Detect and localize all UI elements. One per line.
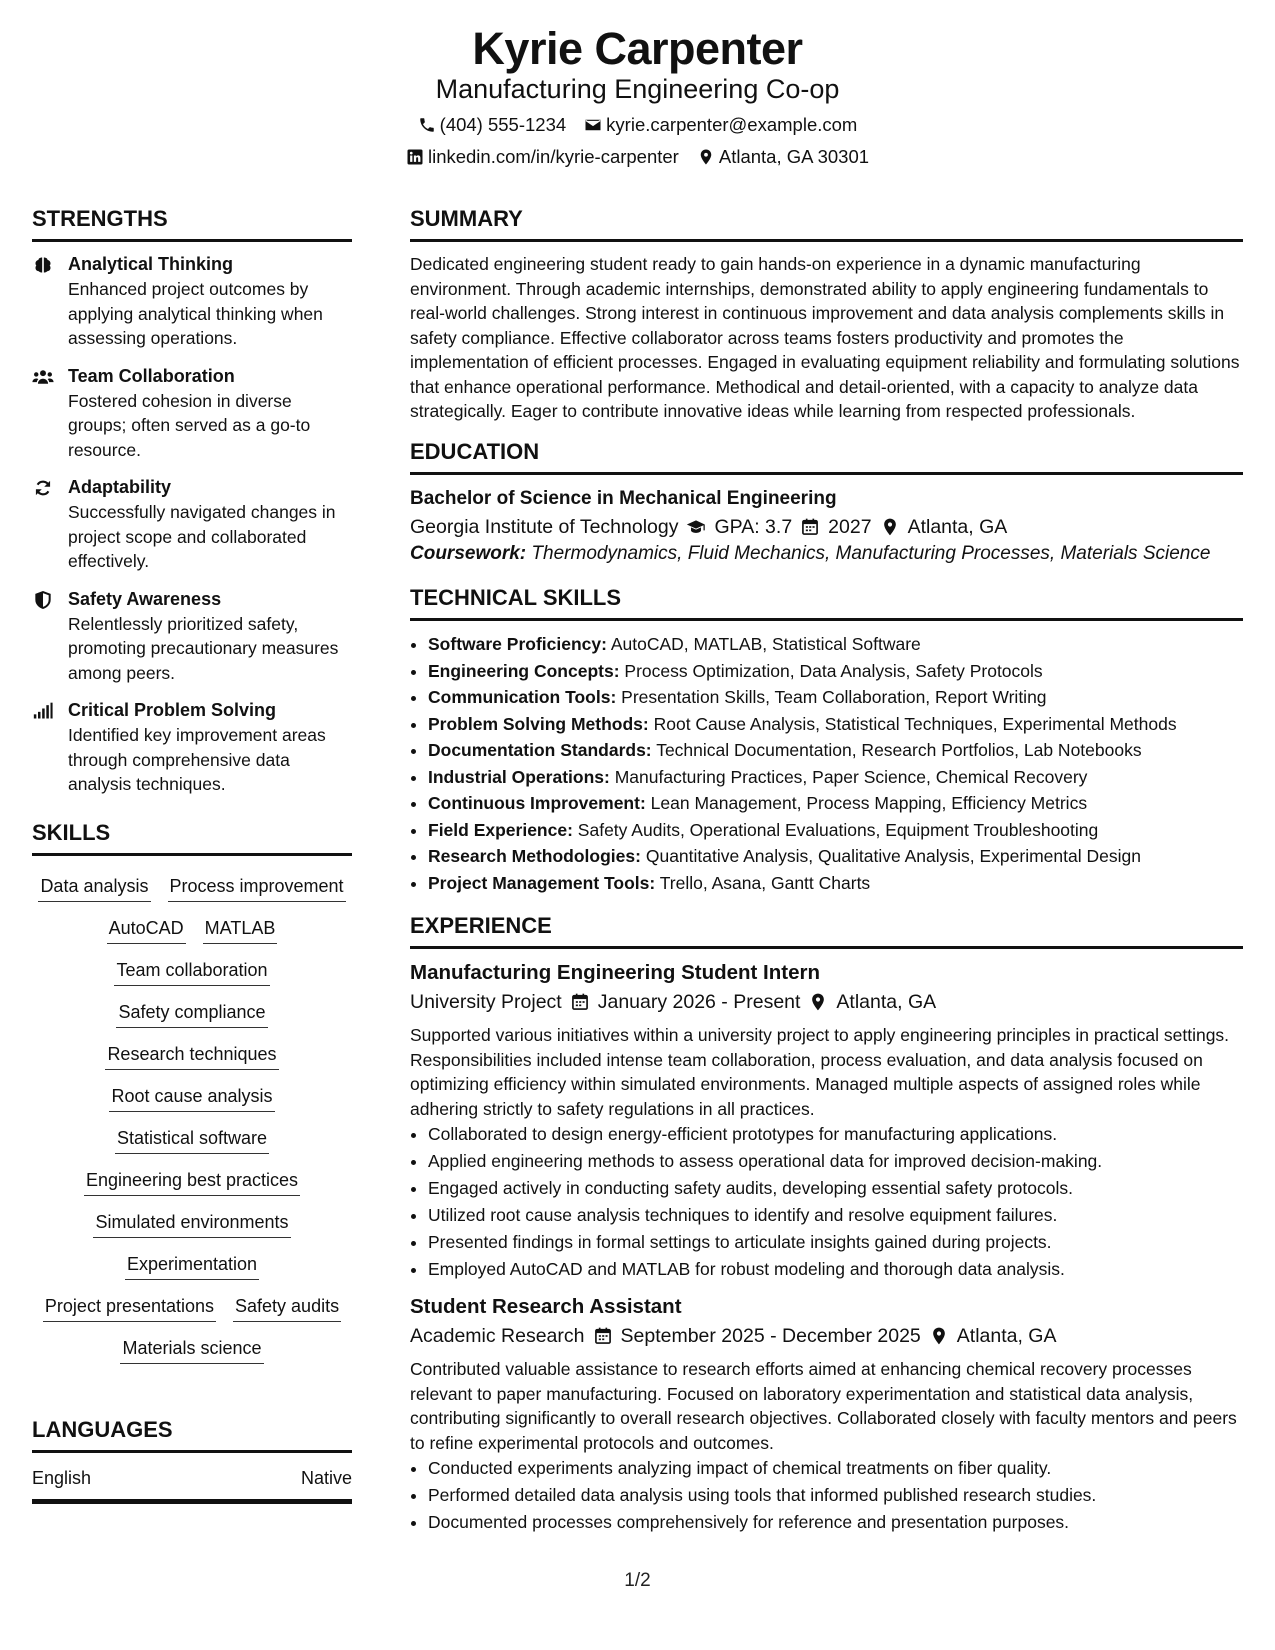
skill-tag: Simulated environments [93, 1210, 290, 1238]
strength-desc: Identified key improvement areas through comprehensive data analysis techniques. [68, 725, 326, 794]
strength-desc: Enhanced project outcomes by applying analytical thinking when assessing operations. [68, 279, 323, 348]
skill-tag: Materials science [120, 1336, 263, 1364]
strength-name: Analytical Thinking [68, 254, 234, 274]
job-bullet: • Engaged actively in conducting safety audits, developing essential safety protocols. [428, 1175, 1243, 1202]
strength-item [32, 252, 352, 351]
skill-tag: MATLAB [203, 916, 278, 944]
job-meta [410, 987, 1243, 1017]
envelope-icon [584, 116, 602, 134]
tech-skill-item: • Field Experience: Safety Audits, Operational Evaluations, Equipment Troubleshooting [428, 817, 1243, 844]
experience-heading: EXPERIENCE [410, 912, 1243, 949]
graduation-cap-icon [686, 517, 706, 537]
coursework [410, 542, 1243, 567]
strength-name: Critical Problem Solving [68, 700, 277, 720]
map-pin-icon [697, 148, 715, 166]
job-bullets [410, 1121, 1243, 1283]
phone-contact [418, 112, 567, 138]
job-entry [410, 959, 1243, 1283]
job-dates: September 2025 - December 2025 [620, 1325, 921, 1347]
job-bullet: • Performed detailed data analysis using tools that informed published research studies. [428, 1482, 1243, 1509]
strength-item [32, 587, 352, 686]
education-meta [410, 512, 1243, 542]
graduation-year: 2027 [828, 515, 872, 538]
job-bullet: • Presented findings in formal settings to articulate insights gained during projects. [428, 1229, 1243, 1256]
skill-tag: Root cause analysis [109, 1084, 274, 1112]
skill-tag: Engineering best practices [84, 1168, 300, 1196]
contact-row-1 [0, 112, 1275, 138]
map-pin-icon [880, 517, 900, 537]
phone-text: (404) 555-1234 [439, 114, 567, 135]
email-text[interactable]: kyrie.carpenter@example.com [606, 114, 858, 135]
strength-desc: Successfully navigated changes in project scope and collaborated effectively. [68, 502, 336, 571]
tech-skill-item: • Engineering Concepts: Process Optimization, Data Analysis, Safety Protocols [428, 658, 1243, 685]
gpa-text: GPA: 3.7 [714, 515, 793, 538]
languages-heading: LANGUAGES [32, 1416, 352, 1453]
contact-row-2 [0, 144, 1275, 170]
job-bullets [410, 1455, 1243, 1536]
job-title: Manufacturing Engineering Student Intern [410, 961, 820, 984]
technical-skills-heading: TECHNICAL SKILLS [410, 584, 1243, 621]
sync-icon [32, 478, 54, 498]
users-icon [32, 367, 54, 387]
calendar-icon [570, 992, 590, 1012]
tech-skill-item: • Problem Solving Methods: Root Cause Analysis, Statistical Techniques, Experimental Methods [428, 711, 1243, 738]
candidate-title: Manufacturing Engineering Co-op [435, 74, 840, 104]
skill-tag: Research techniques [105, 1042, 278, 1070]
skill-tag: Team collaboration [114, 958, 269, 986]
location-contact [697, 144, 869, 170]
job-bullet: • Collaborated to design energy-efficient prototypes for manufacturing applications. [428, 1121, 1243, 1148]
job-description: Contributed valuable assistance to research efforts aimed at enhancing chemical recovery processes relevant to paper manufacturing. Focused on laboratory experimentation and statistical data analysis, contributing significantly to overall research objectives. Collaborated closely with faculty mentors and peers to refine experimental protocols and outcomes. [410, 1359, 1237, 1453]
linkedin-text[interactable]: linkedin.com/in/kyrie-carpenter [427, 146, 679, 167]
skill-tag: Safety compliance [116, 1000, 267, 1028]
strength-item [32, 698, 352, 797]
location-text: Atlanta, GA 30301 [718, 146, 870, 167]
tech-skill-item: • Software Proficiency: AutoCAD, MATLAB, Statistical Software [428, 631, 1243, 658]
job-bullet: • Documented processes comprehensively for reference and presentation purposes. [428, 1509, 1243, 1536]
tech-skill-item: • Project Management Tools: Trello, Asana, Gantt Charts [428, 870, 1243, 897]
job-bullet: • Conducted experiments analyzing impact of chemical treatments on fiber quality. [428, 1455, 1243, 1482]
summary-text: Dedicated engineering student ready to gain hands-on experience in a dynamic manufacturing environment. Through academic internships, demonstrated ability to apply engineering fundamentals to real-world challenges. Strong interest in continuous improvement and data analysis complements skills in safety compliance. Effective collaborator across teams fosters productivity and promotes the implementation of efficient processes. Engaged in evaluating equipment reliability and formulating solutions that enhance operational performance. Methodical and detail-oriented, with a capacity to analyze data strategically. Eager to contribute innovative ideas while learning from respected professionals. [410, 254, 1240, 421]
signal-icon [32, 701, 54, 721]
education-heading: EDUCATION [410, 438, 1243, 475]
education-location: Atlanta, GA [907, 515, 1008, 538]
strength-item [32, 364, 352, 463]
strength-item [32, 475, 352, 574]
skill-tag: Experimentation [125, 1252, 259, 1280]
job-bullet: • Employed AutoCAD and MATLAB for robust modeling and thorough data analysis. [428, 1256, 1243, 1283]
skill-tag: AutoCAD [107, 916, 186, 944]
page-number: 1/2 [624, 1570, 651, 1591]
shield-icon [32, 590, 54, 610]
skills-list [32, 866, 352, 1374]
strength-name: Safety Awareness [68, 588, 222, 609]
strengths-heading: STRENGTHS [32, 205, 352, 242]
tech-skill-item: • Documentation Standards: Technical Documentation, Research Portfolios, Lab Notebooks [428, 737, 1243, 764]
brain-icon [32, 255, 54, 275]
job-description: Supported various initiatives within a university project to apply engineering principles in practical settings. Responsibilities included intense team collaboration, process evaluation, and data analysis focused on optimizing efficiency within simulated environments. Managed multiple aspects of assigned roles while adhering strictly to safety regulations in all practices. [410, 1025, 1230, 1119]
calendar-icon [593, 1326, 613, 1346]
job-entry [410, 1293, 1243, 1536]
job-org: University Project [410, 991, 562, 1013]
map-pin-icon [808, 992, 828, 1012]
skill-tag: Process improvement [168, 874, 346, 902]
resume-header [0, 22, 1275, 170]
left-column [32, 205, 352, 1504]
right-column [410, 205, 1243, 1536]
summary-heading: SUMMARY [410, 205, 1243, 242]
language-name: English [32, 1467, 92, 1488]
tech-skill-item: • Research Methodologies: Quantitative Analysis, Qualitative Analysis, Experimental Design [428, 843, 1243, 870]
phone-icon [418, 116, 436, 134]
job-location: Atlanta, GA [836, 991, 937, 1013]
calendar-icon [800, 517, 820, 537]
coursework-label: Coursework: [410, 542, 527, 564]
job-dates: January 2026 - Present [597, 991, 801, 1013]
job-org: Academic Research [410, 1325, 585, 1347]
language-row [32, 1465, 352, 1504]
job-title: Student Research Assistant [410, 1295, 682, 1318]
job-location: Atlanta, GA [956, 1325, 1057, 1347]
degree-name: Bachelor of Science in Mechanical Engineering [410, 487, 837, 509]
strength-name: Adaptability [68, 477, 172, 497]
skill-tag: Project presentations [43, 1294, 216, 1322]
linkedin-contact[interactable] [406, 144, 679, 170]
tech-skill-item: • Continuous Improvement: Lean Management, Process Mapping, Efficiency Metrics [428, 790, 1243, 817]
skill-tag: Data analysis [38, 874, 150, 902]
coursework-list: Thermodynamics, Fluid Mechanics, Manufacturing Processes, Materials Science [531, 542, 1211, 564]
job-bullet: • Utilized root cause analysis techniques to identify and resolve equipment failures. [428, 1202, 1243, 1229]
job-meta [410, 1321, 1243, 1351]
skill-tag: Safety audits [233, 1294, 341, 1322]
candidate-name: Kyrie Carpenter [472, 23, 803, 74]
strength-name: Team Collaboration [68, 365, 235, 386]
language-level: Native [300, 1467, 352, 1488]
school-name: Georgia Institute of Technology [410, 515, 679, 538]
technical-skills-list [410, 631, 1243, 896]
tech-skill-item: • Industrial Operations: Manufacturing Practices, Paper Science, Chemical Recovery [428, 764, 1243, 791]
tech-skill-item: • Communication Tools: Presentation Skills, Team Collaboration, Report Writing [428, 684, 1243, 711]
strength-desc: Fostered cohesion in diverse groups; often served as a go-to resource. [68, 390, 311, 460]
linkedin-icon [406, 148, 424, 166]
skill-tag: Statistical software [115, 1126, 269, 1154]
job-bullet: • Applied engineering methods to assess operational data for improved decision-making. [428, 1148, 1243, 1175]
strength-desc: Relentlessly prioritized safety, promoting precautionary measures among peers. [68, 613, 339, 683]
skills-heading: SKILLS [32, 819, 352, 856]
map-pin-icon [929, 1326, 949, 1346]
email-contact[interactable] [584, 112, 857, 138]
